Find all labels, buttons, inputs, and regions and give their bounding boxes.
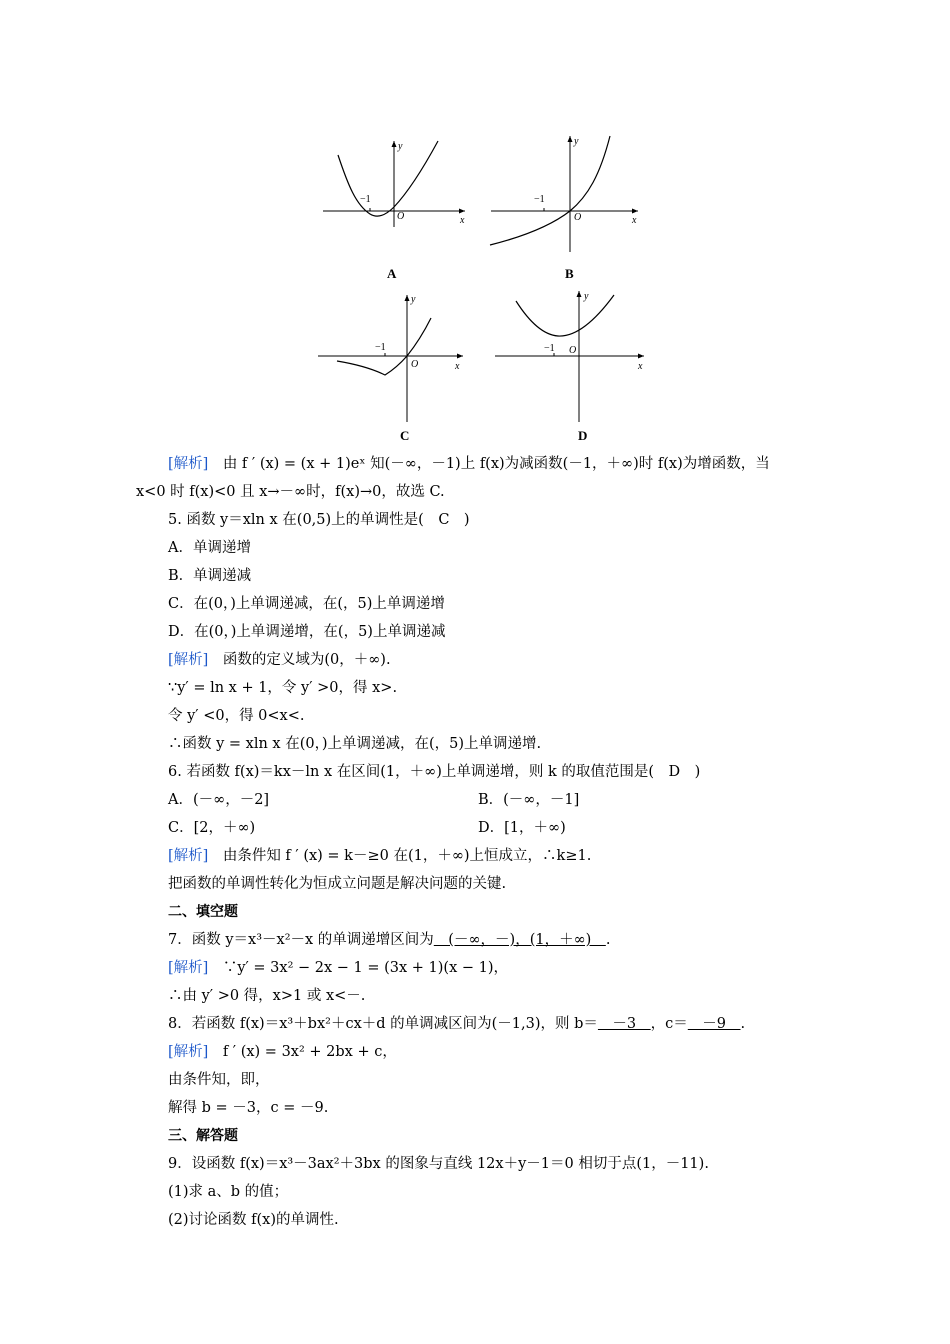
tick-label: −1 bbox=[534, 194, 545, 205]
origin-label: O bbox=[569, 345, 577, 356]
text-line: ∴函数 y = xln x 在(0，)上单调递减，在(，5)上单调递增. bbox=[168, 736, 542, 752]
option-a: A．(－∞，－2] bbox=[168, 792, 270, 808]
graph-d bbox=[492, 285, 650, 425]
y-axis-label: y bbox=[398, 141, 403, 152]
caption-c: C bbox=[400, 428, 410, 443]
y-axis-label: y bbox=[574, 136, 579, 147]
analysis-line: [解析] 由 f ′ (x) = (x + 1)eˣ 知(－∞，－1)上 f(x)为减函数(－1，＋∞)时 f(x)为增函数，当 bbox=[168, 456, 770, 472]
text-line: 把函数的单调性转化为恒成立问题是解决问题的关键. bbox=[168, 876, 507, 892]
tick-label: −1 bbox=[375, 342, 386, 353]
question-6: 6. 若函数 f(x)＝kx－ln x 在区间(1，＋∞)上单调递增，则 k 的取值范围是( D ) bbox=[168, 764, 701, 780]
document-body bbox=[136, 450, 828, 1234]
graph-c bbox=[315, 290, 470, 425]
text-line: 由条件知，即， bbox=[168, 1072, 270, 1088]
analysis-tag: [解析] bbox=[168, 848, 209, 864]
analysis-tag: [解析] bbox=[168, 652, 209, 668]
graph-a bbox=[320, 135, 470, 230]
analysis-line: [解析] 函数的定义域为(0，＋∞). bbox=[168, 652, 391, 668]
x-axis-label: x bbox=[638, 361, 643, 372]
question-7: 7．函数 y＝x³－x²－x 的单调递增区间为 (－∞，－)，(1，＋∞) . bbox=[168, 932, 611, 948]
section-heading: 二、填空题 bbox=[168, 904, 238, 920]
answer-blank: (－∞，－)，(1，＋∞) bbox=[433, 932, 606, 948]
caption-d: D bbox=[578, 428, 588, 443]
y-axis-label: y bbox=[411, 294, 416, 305]
answer-blank-c: －9 bbox=[687, 1016, 741, 1032]
section-heading: 三、解答题 bbox=[168, 1128, 238, 1144]
q6-options-row bbox=[168, 786, 828, 814]
option-c: C．[2，＋∞) bbox=[168, 820, 256, 836]
origin-label: O bbox=[574, 212, 582, 223]
analysis-tag: [解析] bbox=[168, 960, 209, 976]
caption-a: A bbox=[387, 266, 397, 281]
analysis-line: [解析] ∵y′ = 3x² − 2x − 1 = (3x + 1)(x − 1)， bbox=[168, 960, 509, 976]
analysis-line: [解析] 由条件知 f ′ (x) = k－≥0 在(1，＋∞)上恒成立，∴k≥1. bbox=[168, 848, 592, 864]
x-axis-label: x bbox=[455, 361, 460, 372]
option-d: D．[1，＋∞) bbox=[478, 820, 566, 836]
y-axis-label: y bbox=[584, 291, 589, 302]
option-b: B．(－∞，－1] bbox=[478, 792, 580, 808]
option-c: C．在(0，)上单调递减，在(，5)上单调递增 bbox=[168, 596, 445, 612]
analysis-line: [解析] f ′ (x) = 3x² + 2bx + c， bbox=[168, 1044, 397, 1060]
question-9: 9．设函数 f(x)＝x³－3ax²＋3bx 的图象与直线 12x＋y－1＝0 相切于点(1，－11). bbox=[168, 1156, 709, 1172]
caption-b: B bbox=[565, 266, 574, 281]
text-line: 令 y′ <0，得 0<x<. bbox=[168, 708, 305, 724]
answer-blank-b: －3 bbox=[597, 1016, 651, 1032]
analysis-tag: [解析] bbox=[168, 456, 209, 472]
tick-label: −1 bbox=[544, 343, 555, 354]
text-line: 解得 b = －3，c = －9. bbox=[168, 1100, 329, 1116]
text-line: ∵y′ = ln x + 1，令 y′ >0，得 x>. bbox=[168, 680, 398, 696]
question-8: 8．若函数 f(x)＝x³＋bx²＋cx＋d 的单调减区间为(－1,3)，则 b＝ －3 ，c＝ －9 . bbox=[168, 1016, 746, 1032]
x-axis-label: x bbox=[460, 215, 465, 226]
option-a: A．单调递增 bbox=[168, 540, 251, 556]
x-axis-label: x bbox=[632, 215, 637, 226]
option-d: D．在(0，)上单调递增，在(，5)上单调递减 bbox=[168, 624, 446, 640]
q6-options-row bbox=[168, 814, 828, 842]
origin-label: O bbox=[411, 359, 419, 370]
question-9-part1: (1)求 a、b 的值； bbox=[168, 1184, 289, 1200]
question-5: 5. 函数 y＝xln x 在(0,5)上的单调性是( C ) bbox=[168, 512, 470, 528]
origin-label: O bbox=[397, 211, 405, 222]
question-9-part2: (2)讨论函数 f(x)的单调性. bbox=[168, 1212, 339, 1228]
tick-label: −1 bbox=[360, 194, 371, 205]
graph-b bbox=[488, 130, 643, 255]
analysis-tag: [解析] bbox=[168, 1044, 209, 1060]
option-b: B．单调递减 bbox=[168, 568, 252, 584]
text-line: x<0 时 f(x)<0 且 x→－∞时，f(x)→0，故选 C. bbox=[136, 484, 445, 500]
text-line: ∴由 y′ >0 得，x>1 或 x<－. bbox=[168, 988, 366, 1004]
